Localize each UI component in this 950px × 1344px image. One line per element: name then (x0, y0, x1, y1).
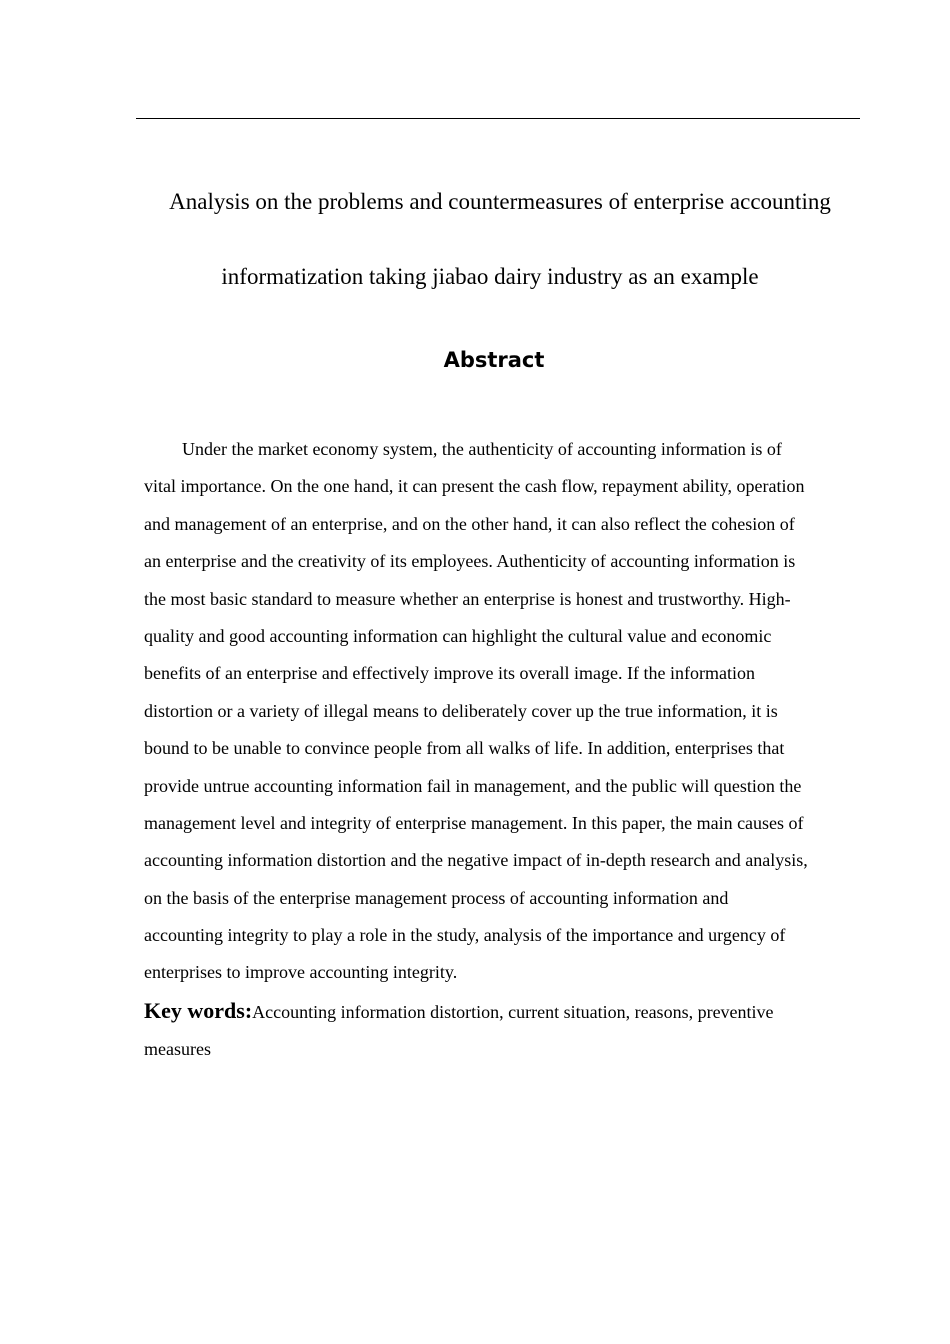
keywords-label: Key words: (144, 998, 253, 1023)
abstract-line: and management of an enterprise, and on the other hand, it can also reflect the cohesion of (144, 513, 795, 534)
abstract-line: bound to be unable to convince people from all walks of life. In addition, enterprises that (144, 738, 785, 759)
abstract-line: distortion or a variety of illegal means to deliberately cover up the true information, it is (144, 700, 778, 721)
abstract-body (144, 431, 864, 992)
abstract-line: enterprises to improve accounting integrity. (144, 962, 458, 983)
abstract-line: an enterprise and the creativity of its employees. Authenticity of accounting information is (144, 551, 796, 572)
abstract-line: quality and good accounting information can highlight the cultural value and economic (144, 625, 772, 646)
abstract-line: Under the market economy system, the authenticity of accounting information is of (182, 439, 782, 459)
header-rule (136, 118, 860, 119)
keywords-section (144, 992, 864, 1068)
abstract-line: benefits of an enterprise and effectively improve its overall image. If the information (144, 663, 755, 684)
abstract-line: vital importance. On the one hand, it can present the cash flow, repayment ability, operation (144, 476, 805, 497)
abstract-line: provide untrue accounting information fail in management, and the public will question the (144, 775, 802, 796)
paper-title-line-2: informatization taking jiabao dairy industry as an example (221, 264, 759, 289)
abstract-line: accounting information distortion and the negative impact of in-depth research and analysis, (144, 850, 808, 871)
abstract-line: the most basic standard to measure whether an enterprise is honest and trustworthy. High- (144, 588, 791, 609)
abstract-heading: Abstract (443, 348, 545, 372)
keywords-line-2: measures (144, 1039, 211, 1059)
keywords-text: Accounting information distortion, current situation, reasons, preventive (252, 1002, 774, 1022)
abstract-line: management level and integrity of enterprise management. In this paper, the main causes of (144, 812, 804, 833)
abstract-line: accounting integrity to play a role in the study, analysis of the importance and urgency of (144, 925, 786, 946)
keywords-line-1 (144, 992, 864, 1031)
paper-title-line-1: Analysis on the problems and countermeasures of enterprise accounting (169, 189, 831, 214)
abstract-line: on the basis of the enterprise management process of accounting information and (144, 887, 729, 908)
